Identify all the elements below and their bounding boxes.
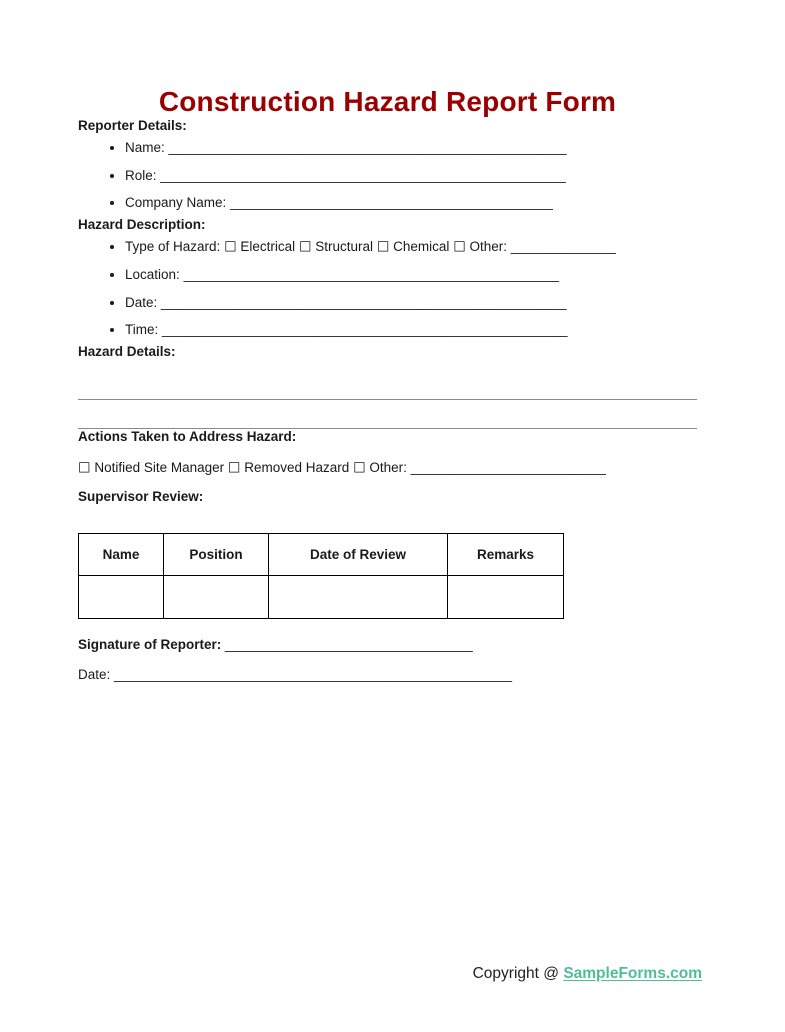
supervisor-review-heading: Supervisor Review:	[78, 489, 204, 505]
date-label: Date:	[78, 666, 111, 682]
other-action-field-line[interactable]: __________________________	[410, 459, 606, 475]
page-title: Construction Hazard Report Form	[158, 86, 617, 117]
field-label: Role:	[125, 167, 157, 183]
table-header-date-of-review: Date of Review	[269, 534, 448, 576]
field-label: Location:	[125, 267, 180, 283]
checkbox-label: Removed Hazard	[244, 459, 350, 475]
table-header-remarks: Remarks	[448, 534, 564, 576]
checkbox-label: Chemical	[393, 238, 450, 254]
table-header-position: Position	[164, 534, 269, 576]
table-header-row	[79, 534, 564, 576]
location-field-line[interactable]: __________________________________________________	[183, 267, 559, 283]
list-item-type-of-hazard	[125, 233, 697, 262]
bottom-date-field-line[interactable]: _____________________________________________________	[114, 666, 512, 682]
list-item-location	[125, 261, 697, 289]
list-item-role	[125, 162, 697, 190]
checkbox-label: Other:	[469, 238, 508, 254]
table-cell-remarks[interactable]	[448, 576, 564, 619]
list-item-date	[125, 289, 697, 317]
checkbox-icon-structural[interactable]: ☐	[298, 239, 312, 256]
role-field-line[interactable]: ______________________________________________________	[160, 167, 566, 183]
checkbox-label: Structural	[315, 238, 374, 254]
supervisor-review-table	[78, 533, 564, 619]
date-field-line[interactable]: ______________________________________________________	[161, 294, 567, 310]
document-content	[0, 86, 785, 683]
actions-checkbox-row	[78, 460, 697, 476]
actions-taken-heading: Actions Taken to Address Hazard:	[78, 428, 297, 444]
footer-link[interactable]: SampleForms.com	[563, 965, 702, 982]
signature-field-line[interactable]: _________________________________	[225, 637, 473, 653]
signature-row	[78, 637, 697, 653]
hazard-description-heading: Hazard Description:	[78, 216, 206, 232]
field-label: Type of Hazard:	[125, 238, 221, 254]
checkbox-icon-electrical[interactable]: ☐	[224, 239, 237, 256]
footer-copyright-text: Copyright @	[472, 965, 559, 982]
checkbox-label: Electrical	[240, 238, 296, 254]
checkbox-icon-removed-hazard[interactable]: ☐	[227, 460, 241, 477]
hazard-details-writing-line[interactable]	[78, 399, 697, 400]
checkbox-label: Other:	[369, 459, 407, 475]
company-name-field-line[interactable]: ___________________________________________	[230, 195, 553, 211]
time-field-line[interactable]: ______________________________________________________	[162, 322, 568, 338]
date-row	[78, 667, 697, 683]
signature-label: Signature of Reporter:	[78, 637, 222, 653]
table-header-name: Name	[79, 534, 164, 576]
checkbox-label: Notified Site Manager	[94, 459, 225, 475]
hazard-description-list	[78, 233, 697, 344]
table-row	[79, 576, 564, 619]
hazard-details-heading: Hazard Details:	[78, 343, 176, 359]
field-label: Company Name:	[125, 195, 227, 211]
table-cell-date-of-review[interactable]	[269, 576, 448, 619]
checkbox-icon-chemical[interactable]: ☐	[376, 239, 390, 256]
list-item-time	[125, 316, 697, 344]
reporter-details-heading: Reporter Details:	[78, 118, 187, 134]
field-label: Time:	[125, 322, 159, 338]
other-hazard-field-line[interactable]: ______________	[510, 238, 616, 254]
table-cell-name[interactable]	[79, 576, 164, 619]
field-label: Date:	[125, 294, 158, 310]
checkbox-icon-notified-site-manager[interactable]: ☐	[78, 460, 91, 477]
reporter-details-list	[78, 134, 697, 217]
list-item-company-name	[125, 189, 697, 217]
name-field-line[interactable]: _____________________________________________________	[168, 140, 567, 156]
table-cell-position[interactable]	[164, 576, 269, 619]
list-item-name	[125, 134, 697, 162]
footer	[473, 964, 702, 984]
field-label: Name:	[125, 140, 165, 156]
checkbox-icon-other-action[interactable]: ☐	[353, 460, 366, 477]
checkbox-icon-other-hazard[interactable]: ☐	[453, 239, 466, 256]
